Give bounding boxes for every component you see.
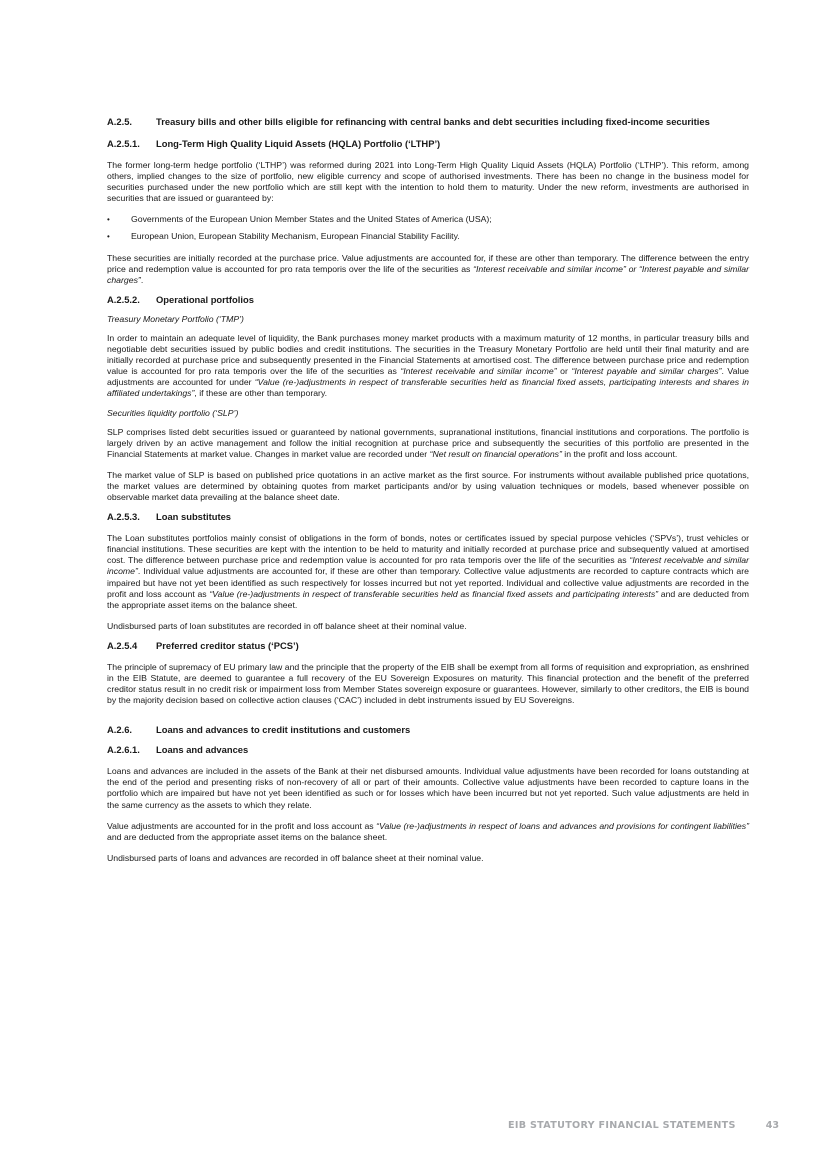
section-title: Operational portfolios (156, 293, 254, 305)
page-footer (508, 1120, 779, 1131)
section-heading-a254 (107, 640, 749, 652)
section-title: Loans and advances to credit institutions and customers (156, 724, 411, 736)
list-item: • Governments of the European Union Member States and the United States of America (USA); (107, 214, 492, 225)
section-heading-a253 (107, 511, 749, 523)
footer-title: EIB STATUTORY FINANCIAL STATEMENTS (508, 1120, 736, 1131)
section-heading-a26 (107, 724, 749, 736)
section-number: A.2.5. (107, 116, 133, 127)
subsection-title: Treasury Monetary Portfolio (‘TMP’) (107, 313, 244, 324)
bullet-icon: • (107, 232, 110, 242)
page-number: 43 (765, 1120, 780, 1131)
paragraph: Undisbursed parts of loans and advances are recorded in off balance sheet at their nominal value. (107, 852, 484, 863)
section-number: A.2.5.2. (107, 293, 140, 305)
section-number: A.2.6.1. (107, 744, 140, 756)
section-number: A.2.5.4 (107, 639, 138, 651)
subsection-title: Securities liquidity portfolio (‘SLP’) (107, 407, 239, 418)
paragraph: In order to maintain an adequate level of liquidity, the Bank purchases money market products with a maximum maturity of 12 months, in particular treasury bills and negotiable debt securities issued by public bodies and credit institutions. The securities in the Treasury Monetary Portfolio are held until their final maturity and are initially recorded at purchase price and subsequently presented in the Financial Statements at amortised cost. The difference between purchase price and redemption value is accounted for pro rata temporis over the life of the securities as “Interest receivable and similar income” or “Interest payable and similar charges”. Value adjustments are accounted for under “Value (re-)adjustments in respect of transferable securities held as financial fixed assets, participating interests and shares in affiliated undertakings”, if these are other than temporary. (107, 332, 749, 399)
section-title: Preferred creditor status (‘PCS’) (156, 639, 299, 651)
paragraph: These securities are initially recorded at the purchase price. Value adjustments are accounted for, if these are other than temporary. The difference between the entry price and redemption value is accounted for pro rata temporis over the life of the securities as “Interest receivable and similar income” or “Interest payable and similar charges”. (107, 252, 749, 285)
bullet-icon: • (107, 215, 110, 225)
section-number: A.2.6. (107, 724, 133, 736)
paragraph: Undisbursed parts of loan substitutes are recorded in off balance sheet at their nominal value. (107, 620, 467, 631)
section-heading-a261 (107, 744, 749, 756)
section-heading-a251 (107, 138, 749, 150)
section-number: A.2.5.1. (107, 138, 140, 149)
paragraph: The principle of supremacy of EU primary law and the principle that the property of the EIB shall be exempt from all forms of requisition and expropriation, as enshrined in the EIB Statute, are deemed to guarantee a full recovery of the EU Sovereign Exposures on maturity. This financial protection and the benefit of the preferred creditor status result in no credit risk or impairment loss from Member States sovereign exposure or guarantees. However, similarly to other creditors, the EIB is bound by the majority decision based on collective action clauses (‘CAC’) included in debt instruments issued by EU Sovereigns. (107, 661, 749, 706)
document-body (107, 116, 749, 864)
list-item: • European Union, European Stability Mechanism, European Financial Stability Facility. (107, 231, 460, 242)
paragraph: The Loan substitutes portfolios mainly consist of obligations in the form of bonds, notes or certificates issued by special purpose vehicles (‘SPVs’), trust vehicles or financial institutions. These securities are kept with the intention to be held to maturity and initially recorded at purchase price and subsequently valued at amortised cost. The difference between purchase price and redemption value is accounted for pro rata temporis over the life of the securities as “Interest receivable and similar income”. Individual value adjustments are accounted for, if these are other than temporary. Collective value adjustments are recorded to capture contracts which are impaired but have not yet been identified as such respectively for losses incurred but not yet reported. Individual and collective value adjustments are recorded in the profit and loss account as “Value (re-)adjustments in respect of transferable securities held as financial fixed assets and participating interests” and are deducted from the appropriate asset items on the balance sheet. (107, 533, 749, 610)
paragraph: Loans and advances are included in the assets of the Bank at their net disbursed amounts. Individual value adjustments have been recorded for loans outstanding at the end of the period and presenting risks of non-recovery of all or part of their amounts. Collective value adjustments have been recorded to capture loans in the portfolio which are impaired but have not yet been identified as such or for losses which have been incurred but not yet reported. Such value adjustments are held in the same currency as the assets to which they relate. (107, 766, 749, 810)
section-heading-a252 (107, 294, 749, 306)
paragraph: SLP comprises listed debt securities issued or guaranteed by national governments, supranational institutions, financial institutions and corporations. The portfolio is largely driven by an active management and follow the initial recognition at purchase price and subsequently the securities of this portfolio are presented in the Financial Statements at market value. Changes in market value are recorded under “Net result on financial operations” in the profit and loss account. (107, 426, 749, 459)
section-number: A.2.5.3. (107, 511, 140, 523)
bullet-list (107, 214, 749, 242)
section-title: Loans and advances (156, 744, 249, 756)
paragraph: The market value of SLP is based on published price quotations in an active market as the first source. For instruments without available published price quotations, the market values are determined by obtaining quotes from market participants and/or by using valuation techniques or models, based whenever possible on observable market data prevailing at the balance sheet date. (107, 469, 749, 503)
section-title: Treasury bills and other bills eligible for refinancing with central banks and debt securities including fixed-income securities (156, 116, 710, 127)
section-title: Loan substitutes (156, 511, 232, 523)
section-title: Long-Term High Quality Liquid Assets (HQLA) Portfolio (‘LTHP’) (156, 138, 441, 149)
paragraph: The former long-term hedge portfolio (‘LTHP’) was reformed during 2021 into Long-Term High Quality Liquid Assets (HQLA) Portfolio (‘LTHP’). This reform, among others, implied changes to the size of portfolio, new eligible currency and scope of authorised investments. There has been no change in the business model for securities purchased under the new portfolio which are still kept with the intention to hold them to maturity. Under the new reform, investments are authorised in securities that are issued or guaranteed by: (107, 160, 749, 204)
paragraph: Value adjustments are accounted for in the profit and loss account as “Value (re-)adjustments in respect of loans and advances and provisions for contingent liabilities” and are deducted from the appropriate asset items on the balance sheet. (107, 820, 749, 842)
section-heading-a25 (107, 116, 749, 128)
